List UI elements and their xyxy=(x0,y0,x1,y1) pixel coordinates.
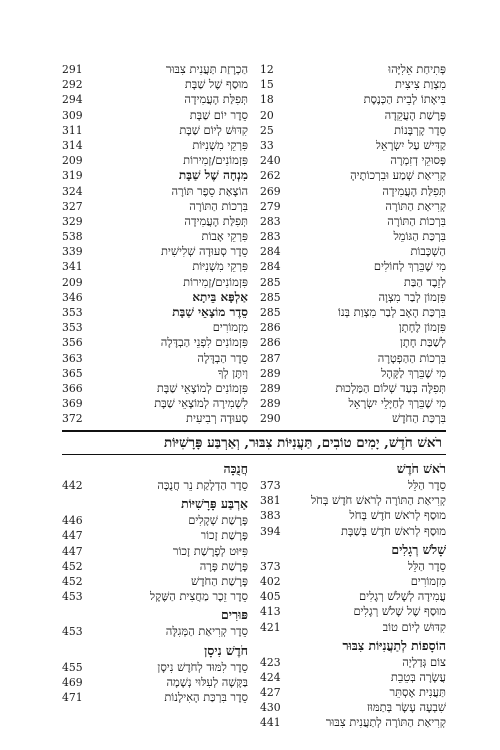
entry-title: מִזְמוֹרִים xyxy=(410,573,446,588)
entry-page-number: 292 xyxy=(62,78,83,92)
entry-page-number: 365 xyxy=(62,366,83,380)
entry-title: סֵדֶר יוֹם שַׁבָּת xyxy=(189,107,248,122)
toc-entry[interactable] xyxy=(62,411,248,426)
toc-entry[interactable] xyxy=(260,184,446,199)
toc-entry[interactable] xyxy=(62,690,248,705)
toc-entry[interactable] xyxy=(62,396,248,411)
entry-page-number: 33 xyxy=(260,138,274,152)
entry-page-number: 469 xyxy=(62,675,83,689)
entry-title: פָּרָשַׁת הַחֹדֶשׁ xyxy=(190,573,248,588)
entry-page-number: 324 xyxy=(62,184,83,198)
top-columns xyxy=(62,62,446,427)
entry-page-number: 209 xyxy=(62,154,83,168)
entry-page-number: 423 xyxy=(260,655,281,669)
entry-title: סֵדֶר הַלֵּל xyxy=(407,478,446,492)
entry-title: קְרִיאַת הַתּוֹרָה לְרֹאשׁ חֹדֶשׁ בְּחֹל xyxy=(310,493,446,508)
entry-title: פִּרְקֵי מִשְׁנִיּוֹת xyxy=(192,259,248,274)
entry-page-number: 381 xyxy=(260,494,281,508)
entry-page-number: 453 xyxy=(62,590,83,604)
entry-page-number: 329 xyxy=(62,214,83,228)
toc-entry[interactable] xyxy=(260,524,446,539)
entry-page-number: 353 xyxy=(62,321,83,335)
toc-entry[interactable] xyxy=(260,351,446,366)
toc-entry[interactable] xyxy=(62,513,248,528)
entry-page-number: 346 xyxy=(62,290,83,304)
entry-page-number: 447 xyxy=(62,544,83,558)
section-banner xyxy=(62,430,446,455)
toc-entry[interactable] xyxy=(260,108,446,123)
entry-page-number: 353 xyxy=(62,306,83,319)
toc-entry[interactable] xyxy=(62,214,248,229)
entry-page-number: 269 xyxy=(260,184,281,198)
entry-title: מוּסַף לְרֹאשׁ חֹדֶשׁ בְּחֹל xyxy=(349,508,446,523)
toc-entry[interactable] xyxy=(260,214,446,229)
entry-title: מוּסַף שֶׁל שַׁבָּת xyxy=(184,77,248,92)
entry-title: סְעוּדָה רְבִיעִית xyxy=(186,411,248,426)
toc-entry[interactable] xyxy=(62,381,248,396)
toc-entry[interactable] xyxy=(260,62,446,77)
section-heading: חֲנֻכָּה xyxy=(223,461,248,476)
toc-entry[interactable] xyxy=(62,138,248,153)
entry-title: הַשְׁכָּבוֹת xyxy=(410,244,446,259)
entry-page-number: 290 xyxy=(260,412,281,426)
entry-title: סֵדֶר קְרִיאַת הַמְּגִלָּה xyxy=(165,624,248,639)
toc-entry[interactable] xyxy=(260,290,446,305)
entry-page-number: 394 xyxy=(260,524,281,538)
entry-title: פָּרָשַׁת זָכוֹר xyxy=(200,528,248,543)
entry-page-number: 405 xyxy=(260,590,281,604)
toc-entry[interactable] xyxy=(260,199,446,214)
entry-page-number: 289 xyxy=(260,397,281,411)
toc-entry[interactable] xyxy=(260,229,446,244)
toc-entry[interactable] xyxy=(62,351,248,366)
entry-title: תְּפִלַּת הָעֲמִידָה xyxy=(184,213,248,228)
toc-entry[interactable] xyxy=(260,168,446,183)
entry-title: פִּזְמוֹנִים/זְמִירוֹת xyxy=(183,274,248,289)
entry-page-number: 289 xyxy=(260,366,281,380)
section-heading: חֹדֶשׁ נִיסָן xyxy=(204,642,248,658)
section-heading: רֹאשׁ חֹדֶשׁ xyxy=(396,461,446,476)
entry-title: מִי שֶׁבֵּרַךְ לַקָּהָל xyxy=(380,365,446,380)
entry-title: תְּפִלָּה בְּעַד שְׁלוֹם הַמַּלְכוּת xyxy=(335,380,446,395)
entry-title: סֵדֶר זֵכֶר מַחֲצִית הַשֶּׁקֶל xyxy=(149,589,248,604)
entry-page-number: 284 xyxy=(260,245,281,259)
entry-title: קְרִיאַת שְׁמַע וּבִרְכוֹתֶיהָ xyxy=(350,168,446,183)
toc-entry[interactable] xyxy=(260,620,446,635)
toc-entry[interactable] xyxy=(260,320,446,335)
toc-entry[interactable] xyxy=(62,275,248,290)
toc-entry[interactable] xyxy=(62,675,248,690)
entry-title: פָּרָשַׁת פָּרָה xyxy=(199,558,248,573)
entry-page-number: 240 xyxy=(260,154,281,168)
toc-entry[interactable] xyxy=(62,589,248,604)
entry-title: פְּסוּקֵי דְזִמְרָה xyxy=(390,153,446,168)
toc-entry[interactable] xyxy=(260,123,446,138)
entry-page-number: 452 xyxy=(62,574,83,588)
entry-page-number: 369 xyxy=(62,397,83,411)
toc-entry[interactable] xyxy=(260,244,446,259)
entry-page-number: 447 xyxy=(62,529,83,543)
entry-page-number: 341 xyxy=(62,260,83,274)
entry-page-number: 279 xyxy=(260,199,281,213)
toc-entry[interactable] xyxy=(260,396,446,411)
bottom-right-column xyxy=(260,460,446,731)
entry-title: צוֹם גְּדַלְיָה xyxy=(402,654,446,669)
entry-page-number: 287 xyxy=(260,351,281,365)
entry-page-number: 452 xyxy=(62,559,83,573)
entry-page-number: 311 xyxy=(62,123,83,137)
entry-title: סֵדֶר מוֹצָאֵי שַׁבָּת xyxy=(172,305,248,319)
toc-entry[interactable] xyxy=(260,77,446,92)
entry-page-number: 430 xyxy=(260,701,281,715)
entry-page-number: 455 xyxy=(62,660,83,674)
toc-entry[interactable] xyxy=(260,604,446,619)
entry-title: סֵדֶר הַלֵּל xyxy=(407,558,446,573)
entry-title: קַדִּישׁ עַל יִשְׂרָאֵל xyxy=(375,137,446,152)
toc-entry[interactable] xyxy=(260,700,446,715)
toc-entry[interactable] xyxy=(62,153,248,168)
toc-entry[interactable] xyxy=(62,528,248,543)
entry-title: בִּיאָתוֹ לְבֵית הַכְּנֶסֶת xyxy=(363,92,446,107)
entry-title: פִּרְקֵי אָבוֹת xyxy=(201,229,248,244)
entry-page-number: 366 xyxy=(62,381,83,395)
entry-page-number: 209 xyxy=(62,275,83,289)
entry-page-number: 471 xyxy=(62,690,83,704)
toc-entry[interactable] xyxy=(62,624,248,639)
entry-page-number: 285 xyxy=(260,275,281,289)
toc-entry[interactable] xyxy=(62,574,248,589)
entry-page-number: 421 xyxy=(260,620,281,634)
entry-title: תַּעֲנִית אֶסְתֵּר xyxy=(389,685,446,700)
entry-page-number: 283 xyxy=(260,214,281,228)
toc-entry[interactable] xyxy=(260,153,446,168)
entry-page-number: 294 xyxy=(62,93,83,107)
entry-title: פִּזְמוֹנִים לְמוֹצָאֵי שַׁבָּת xyxy=(156,380,248,395)
toc-entry[interactable] xyxy=(62,108,248,123)
toc-entry[interactable] xyxy=(260,574,446,589)
toc-entry[interactable] xyxy=(260,335,446,350)
entry-title: פִּזְמוֹן לְבַר מִצְוָה xyxy=(378,289,446,304)
toc-entry[interactable] xyxy=(260,411,446,426)
entry-title: פִּרְקֵי מִשְׁנִיּוֹת xyxy=(192,137,248,152)
entry-title: סֵדֶר סְעוּדָה שְׁלִישִׁית xyxy=(160,244,248,259)
entry-title: פָּרָשַׁת שְׁקָלִים xyxy=(188,513,248,528)
entry-title: סֵדֶר הַדְלָקַת נֵר חֲנֻכָּה xyxy=(157,478,248,492)
entry-title: פְּתִיחַת אֵלִיָּהוּ xyxy=(388,62,446,76)
entry-page-number: 18 xyxy=(260,93,274,107)
entry-page-number: 372 xyxy=(62,412,83,426)
toc-entry[interactable] xyxy=(260,685,446,700)
toc-entry[interactable] xyxy=(62,184,248,199)
toc-entry[interactable] xyxy=(260,381,446,396)
entry-title: פִּזְמוֹנִים/זְמִירוֹת xyxy=(183,153,248,168)
toc-entry[interactable] xyxy=(62,123,248,138)
toc-entry[interactable] xyxy=(62,244,248,259)
entry-page-number: 314 xyxy=(62,138,83,152)
entry-title: מוּסַף לְרֹאשׁ חֹדֶשׁ בְּשַׁבָּת xyxy=(340,523,446,538)
entry-page-number: 283 xyxy=(260,230,281,244)
entry-title: הוֹצָאַת סֵפֶר תּוֹרָה xyxy=(171,183,248,198)
entry-page-number: 446 xyxy=(62,514,83,528)
section-heading: שָׁלֹשׁ רְגָלִים xyxy=(391,541,446,557)
toc-entry[interactable] xyxy=(260,670,446,685)
section-heading: פּוּרִים xyxy=(221,607,248,623)
entry-title: בִּרְכַּת הַגּוֹמֵל xyxy=(393,229,446,244)
entry-page-number: 15 xyxy=(260,78,274,92)
entry-title: לְזֵבֶד הַבַּת xyxy=(403,274,446,289)
entry-title: קְרִיאַת הַתּוֹרָה xyxy=(385,198,446,213)
entry-title: לִשְׁמִירָה לְמוֹצָאֵי שַׁבָּת xyxy=(154,396,248,411)
entry-page-number: 383 xyxy=(260,509,281,523)
entry-title: פִּיּוּט לְפָרָשַׁת זָכוֹר xyxy=(172,543,248,558)
entry-page-number: 373 xyxy=(260,479,281,492)
toc-entry[interactable] xyxy=(62,62,248,77)
entry-title: בִּרְכַּת הָאָב לְבַר מִצְוַת בְּנוֹ xyxy=(337,305,446,319)
entry-page-number: 441 xyxy=(260,716,281,730)
toc-entry[interactable] xyxy=(62,168,248,183)
toc-entry[interactable] xyxy=(260,275,446,290)
entry-title: שִׁבְעָה עָשָׂר בְּתַמּוּז xyxy=(366,700,446,715)
entry-title: מִי שֶׁבֵּרַךְ לְחוֹלִים xyxy=(373,259,446,274)
entry-page-number: 286 xyxy=(260,336,281,350)
toc-entry[interactable] xyxy=(62,335,248,350)
entry-page-number: 25 xyxy=(260,123,274,137)
toc-entry[interactable] xyxy=(62,320,248,335)
toc-entry[interactable] xyxy=(260,559,446,574)
entry-title: תְּפִלַּת הָעֲמִידָה xyxy=(184,92,248,107)
toc-entry[interactable] xyxy=(260,715,446,730)
toc-entry[interactable] xyxy=(62,544,248,559)
entry-page-number: 538 xyxy=(62,230,83,244)
entry-title: סֵדֶר הַבְדָּלָה xyxy=(197,350,248,365)
entry-title: מִצְוַת צִיצִית xyxy=(394,77,446,92)
toc-entry[interactable] xyxy=(62,77,248,92)
entry-title: מִי שֶׁבֵּרַךְ לְחַיָּלֵי יִשְׂרָאֵל xyxy=(348,396,446,411)
toc-entry[interactable] xyxy=(62,660,248,675)
entry-page-number: 285 xyxy=(260,306,281,319)
toc-entry[interactable] xyxy=(260,305,446,320)
entry-title: פִּזְמוֹנִים לִפְנֵי הַבְדָּלָה xyxy=(160,335,248,350)
entry-page-number: 319 xyxy=(62,169,83,183)
entry-page-number: 291 xyxy=(62,63,83,76)
entry-page-number: 289 xyxy=(260,381,281,395)
toc-entry[interactable] xyxy=(260,92,446,107)
entry-title: עֲמִידָה לְשָׁלֹשׁ רְגָלִים xyxy=(358,589,446,604)
toc-entry[interactable] xyxy=(260,589,446,604)
entry-title: מוּסַף שֶׁל שָׁלֹשׁ רְגָלִים xyxy=(353,604,446,619)
entry-title: לְשַׁבַּת חָתָן xyxy=(399,335,446,350)
toc-entry[interactable] xyxy=(62,199,248,214)
entry-page-number: 363 xyxy=(62,351,83,365)
entry-title: בַּקָּשָׁה לְעִלּוּי נְשָׁמָה xyxy=(166,674,248,689)
entry-title: מִזְמוֹרִים xyxy=(212,320,248,335)
entry-title: עֲשָׂרָה בְּטֵבֵת xyxy=(390,669,446,684)
entry-title: סֵדֶר לִמּוּד לְחֹדֶשׁ נִיסָן xyxy=(157,659,248,674)
section-heading: אַרְבַּע פָּרָשִׁיּוֹת xyxy=(181,496,248,512)
entry-page-number: 356 xyxy=(62,336,83,350)
toc-entry[interactable] xyxy=(62,290,248,305)
toc-entry[interactable] xyxy=(260,478,446,493)
section-heading: הוֹסָפוֹת לְתַעֲנִיּוֹת צִבּוּר xyxy=(342,637,446,653)
entry-title: קִדּוּשׁ לְיוֹם טוֹב xyxy=(382,619,446,634)
entry-page-number: 373 xyxy=(260,559,281,573)
entry-title: אַלְפָּא בֵּיתָא xyxy=(192,289,248,304)
entry-title: תְּפִלַּת הָעֲמִידָה xyxy=(382,183,446,198)
entry-page-number: 285 xyxy=(260,290,281,304)
entry-page-number: 402 xyxy=(260,574,281,588)
top-left-column xyxy=(62,62,248,427)
toc-entry[interactable] xyxy=(260,493,446,508)
toc-entry[interactable] xyxy=(260,138,446,153)
entry-page-number: 339 xyxy=(62,245,83,259)
toc-entry[interactable] xyxy=(62,229,248,244)
toc-entry[interactable] xyxy=(62,366,248,381)
entry-page-number: 262 xyxy=(260,169,281,183)
entry-title: סֵדֶר בִּרְכַּת הָאִילָנוֹת xyxy=(164,689,248,704)
entry-page-number: 442 xyxy=(62,479,83,492)
toc-entry[interactable] xyxy=(260,655,446,670)
entry-page-number: 309 xyxy=(62,108,83,122)
toc-entry[interactable] xyxy=(260,259,446,274)
entry-title: בִּרְכוֹת הַהַפְטָרָה xyxy=(377,350,446,365)
toc-entry[interactable] xyxy=(62,92,248,107)
entry-title: הַכְרָזַת תַּעֲנִית צִבּוּר xyxy=(165,62,248,76)
entry-page-number: 427 xyxy=(260,686,281,700)
toc-entry[interactable] xyxy=(62,259,248,274)
toc-entry[interactable] xyxy=(260,508,446,523)
entry-title: בִּרְכוֹת הַתּוֹרָה xyxy=(189,198,248,213)
entry-title: בִּרְכַּת הַחֹדֶשׁ xyxy=(391,411,446,426)
bottom-columns xyxy=(62,460,446,731)
entry-title: סֵדֶר קָרְבָּנוֹת xyxy=(394,122,446,137)
entry-title: פָּרָשַׁת הָעֲקֵדָה xyxy=(384,107,446,122)
entry-page-number: 453 xyxy=(62,625,83,639)
section-banner-title: רֹאשׁ חֹדֶשׁ, יָמִים טוֹבִים, תַּעֲנִיּוֹת צִבּוּר, וְאַרְבַּע פָּרָשִׁיּוֹת xyxy=(163,435,442,451)
entry-page-number: 424 xyxy=(260,670,281,684)
toc-entry[interactable] xyxy=(62,305,248,320)
entry-title: קִדּוּשׁ לְיוֹם שַׁבָּת xyxy=(179,122,248,137)
toc-entry[interactable] xyxy=(62,478,248,493)
entry-page-number: 413 xyxy=(260,605,281,619)
bottom-left-column xyxy=(62,460,248,731)
entry-title: בִּרְכוֹת הַתּוֹרָה xyxy=(387,213,446,228)
entry-title: וְיִתֶּן לְךָ xyxy=(217,365,248,380)
entry-page-number: 20 xyxy=(260,108,274,122)
entry-title: פִּזְמוֹן לֶחָתָן xyxy=(398,320,446,335)
toc-entry[interactable] xyxy=(260,366,446,381)
entry-page-number: 284 xyxy=(260,260,281,274)
top-right-column xyxy=(260,62,446,427)
entry-page-number: 12 xyxy=(260,63,274,76)
entry-page-number: 286 xyxy=(260,321,281,335)
entry-title: מִנְחָה שֶׁל שַׁבָּת xyxy=(178,168,248,183)
toc-entry[interactable] xyxy=(62,559,248,574)
entry-page-number: 327 xyxy=(62,199,83,213)
entry-title: קְרִיאַת הַתּוֹרָה לְתַעֲנִית צִבּוּר xyxy=(325,715,446,730)
